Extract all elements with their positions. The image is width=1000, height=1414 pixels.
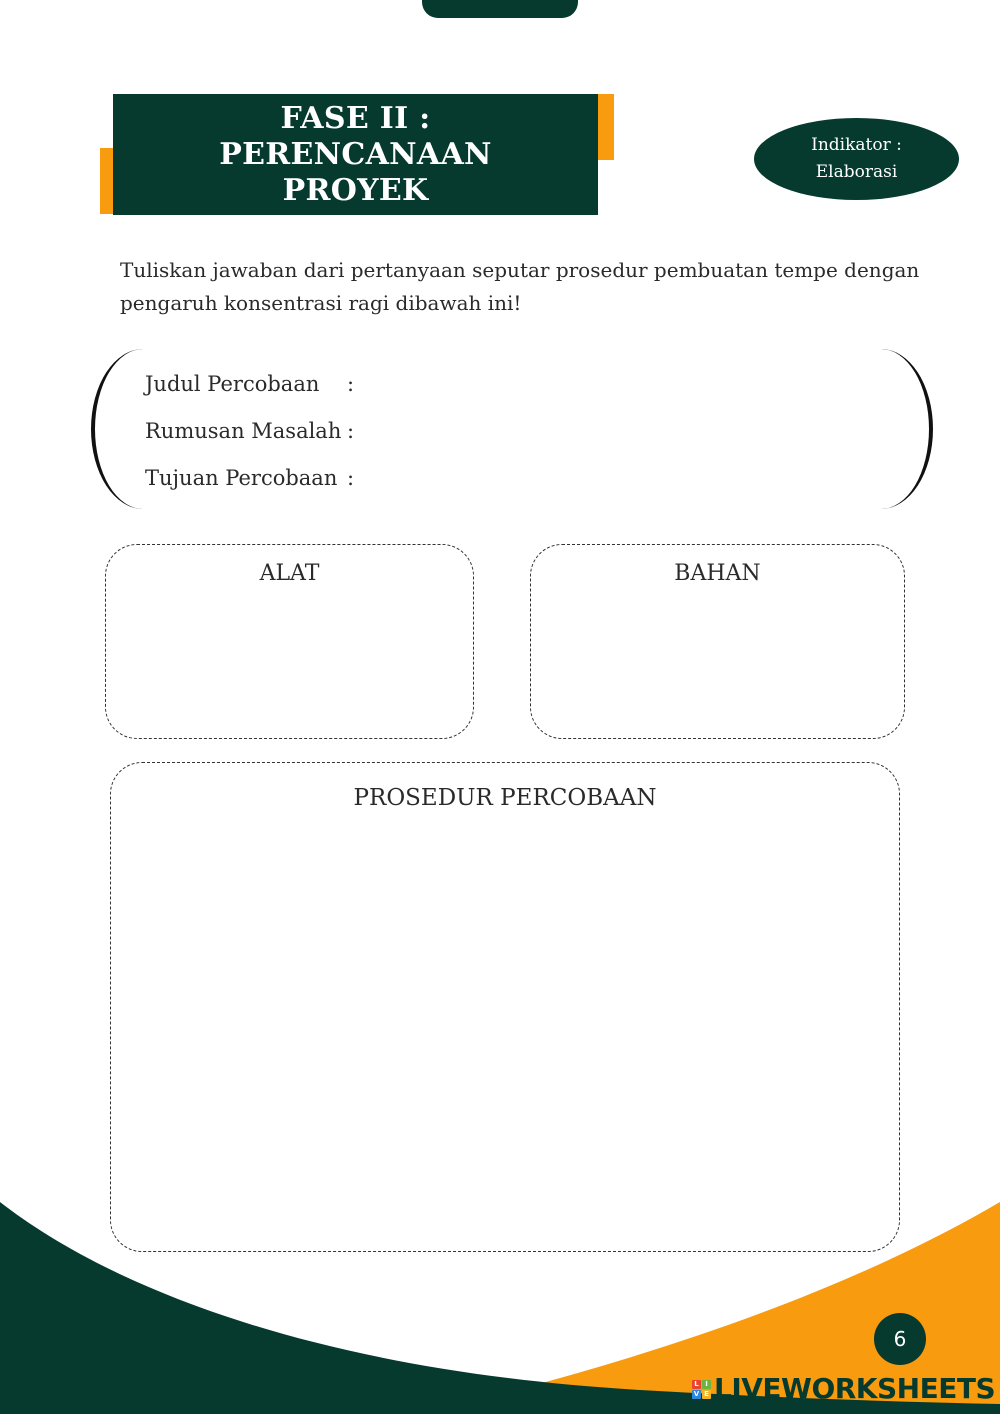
- indikator-label: Indikator :: [811, 135, 902, 155]
- field-separator: :: [347, 372, 355, 396]
- field-label-tujuan: Tujuan Percobaan: [145, 466, 338, 490]
- field-label-judul: Judul Percobaan: [145, 372, 320, 396]
- bracket-right: [829, 349, 933, 509]
- logo-letter-i: I: [702, 1380, 711, 1389]
- instruction-text: Tuliskan jawaban dari pertanyaan seputar prosedur pembuatan tempe dengan pengaruh konsentrasi ragi dibawah ini!: [120, 258, 920, 315]
- field-row-rumusan[interactable]: [145, 414, 354, 461]
- field-separator: :: [347, 419, 355, 443]
- logo-letter-v: V: [693, 1389, 700, 1398]
- page-title: FASE II : PERENCANAAN PROYEK: [219, 100, 492, 208]
- field-separator: :: [347, 466, 355, 490]
- logo-letter-e: E: [702, 1390, 711, 1399]
- field-label-rumusan: Rumusan Masalah: [145, 419, 342, 443]
- question-fields: [145, 367, 354, 508]
- indikator-value: Elaborasi: [815, 162, 898, 182]
- alat-title: ALAT: [259, 561, 320, 586]
- prosedur-title: PROSEDUR PERCOBAAN: [353, 785, 657, 811]
- liveworksheets-logo-icon: [692, 1380, 711, 1399]
- top-tab-decoration: [422, 0, 578, 18]
- field-row-tujuan[interactable]: [145, 461, 354, 508]
- liveworksheets-logo: [692, 1374, 995, 1404]
- logo-letter-l: L: [692, 1380, 701, 1389]
- bahan-title: BAHAN: [674, 561, 761, 586]
- bahan-box[interactable]: [530, 544, 905, 739]
- liveworksheets-logo-text: LIVEWORKSHEETS: [714, 1372, 996, 1405]
- alat-box[interactable]: [105, 544, 474, 739]
- title-banner: [113, 94, 598, 215]
- page-number-badge: 6: [874, 1313, 926, 1365]
- prosedur-box[interactable]: [110, 762, 900, 1252]
- indikator-badge: [754, 118, 959, 200]
- field-row-judul[interactable]: [145, 367, 354, 414]
